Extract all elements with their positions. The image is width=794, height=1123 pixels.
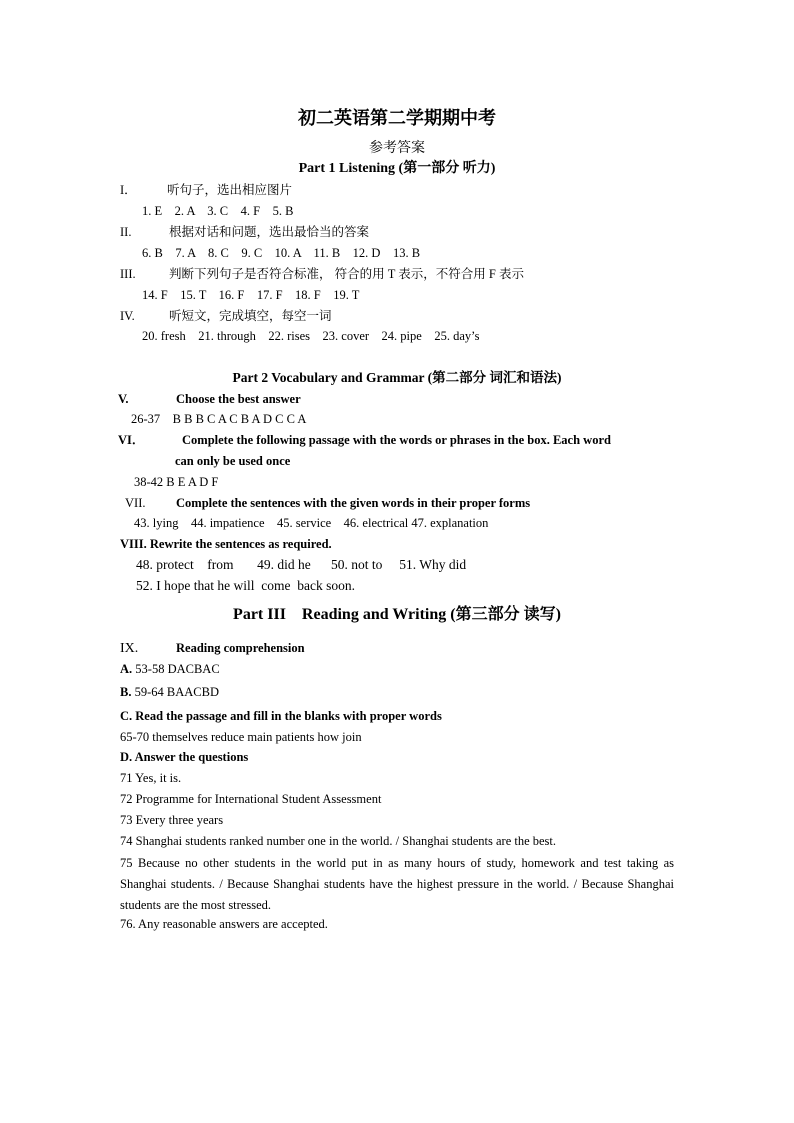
section-ix-heading: [120, 640, 305, 657]
section-viii-heading: VIII. Rewrite the sentences as required.: [120, 537, 332, 551]
page-title: 初二英语第二学期期中考: [298, 108, 496, 128]
answer-72: 72 Programme for International Student Assessment: [120, 792, 382, 806]
section-ii-number: II.: [120, 225, 132, 239]
subsection-b-answers: 59-64 BAACBD: [134, 685, 219, 699]
section-vii-heading: [125, 495, 530, 511]
section-i-instruction: 听句子，选出相应图片: [167, 183, 293, 197]
section-vi-number: VI．: [118, 433, 145, 447]
section-v-number: V.: [118, 392, 129, 406]
section-v-answers: 26-37 B B B C A C B A D C C A: [131, 412, 307, 426]
section-v-heading: [118, 391, 301, 407]
section-i-number: I．: [120, 183, 137, 197]
section-i-answers: 1. E 2. A 3. C 4. F 5. B: [142, 204, 294, 218]
section-iv-heading: [120, 308, 332, 324]
section-vi-heading: [118, 432, 611, 448]
section-iv-instruction: 听短文，完成填空，每空一词: [169, 309, 332, 323]
subsection-b-label: B.: [120, 685, 132, 699]
subsection-c-heading: C. Read the passage and fill in the blanks with proper words: [120, 709, 442, 723]
answer-75: 75 Because no other students in the world put in as many hours of study, homework and test taking as Shanghai students. / Because Shanghai students have the highest pressure in the world. / Because Shanghai students are the most stressed.: [120, 856, 674, 912]
subsection-b: [120, 684, 219, 700]
section-ii-answers: 6. B 7. A 8. C 9. C 10. A 11. B 12. D 13. B: [142, 246, 421, 260]
section-iv-number: IV.: [120, 309, 135, 323]
answer-76: 76. Any reasonable answers are accepted.: [120, 917, 328, 931]
section-vii-answers: 43. lying 44. impatience 45. service 46. electrical 47. explanation: [134, 516, 489, 530]
subsection-d-heading: D. Answer the questions: [120, 750, 249, 764]
page-subtitle: 参考答案: [369, 141, 425, 156]
section-vi-instruction: Complete the following passage with the words or phrases in the box. Each word: [182, 433, 611, 447]
section-vii-number: VII.: [125, 496, 146, 510]
answer-71: 71 Yes, it is.: [120, 771, 182, 785]
subsection-c-answers: 65-70 themselves reduce main patients how join: [120, 730, 362, 744]
part3-heading: Part III Reading and Writing (第三部分 读写): [233, 606, 561, 623]
section-vii-instruction: Complete the sentences with the given words in their proper forms: [176, 496, 531, 510]
section-ii-instruction: 根据对话和问题，选出最恰当的答案: [169, 225, 370, 239]
section-iii-answers: 14. F 15. T 16. F 17. F 18. F 19. T: [142, 288, 360, 302]
answer-73: 73 Every three years: [120, 813, 224, 827]
section-viii-answers-line1: 48. protect from 49. did he 50. not to 51. Why did: [136, 557, 467, 572]
section-vi-instruction-continued: can only be used once: [175, 454, 291, 468]
section-iii-instruction: 判断下列句子是否符合标准， 符合的用 T 表示，不符合用 F 表示: [169, 267, 524, 281]
section-iv-answers: 20. fresh 21. through 22. rises 23. cover 24. pipe 25. day’s: [142, 329, 480, 343]
section-iii-heading: [120, 266, 524, 282]
part1-heading: Part 1 Listening (第一部分 听力): [298, 161, 496, 176]
section-vi-answers: 38-42 B E A D F: [134, 475, 219, 489]
part2-heading: Part 2 Vocabulary and Grammar (第二部分 词汇和语法): [232, 370, 562, 385]
section-iii-number: III.: [120, 267, 136, 281]
section-viii-answers-line2: 52. I hope that he will come back soon.: [136, 578, 355, 593]
answer-74: 74 Shanghai students ranked number one in the world. / Shanghai students are the best.: [120, 834, 557, 848]
subsection-a-label: A.: [120, 662, 133, 676]
section-v-instruction: Choose the best answer: [176, 392, 301, 406]
section-ix-number: IX.: [120, 641, 139, 656]
section-ii-heading: [120, 224, 369, 240]
subsection-a-answers: 53-58 DACBAC: [135, 662, 220, 676]
subsection-a: [120, 661, 220, 677]
section-ix-instruction: Reading comprehension: [176, 641, 305, 655]
section-i-heading: [120, 182, 292, 198]
